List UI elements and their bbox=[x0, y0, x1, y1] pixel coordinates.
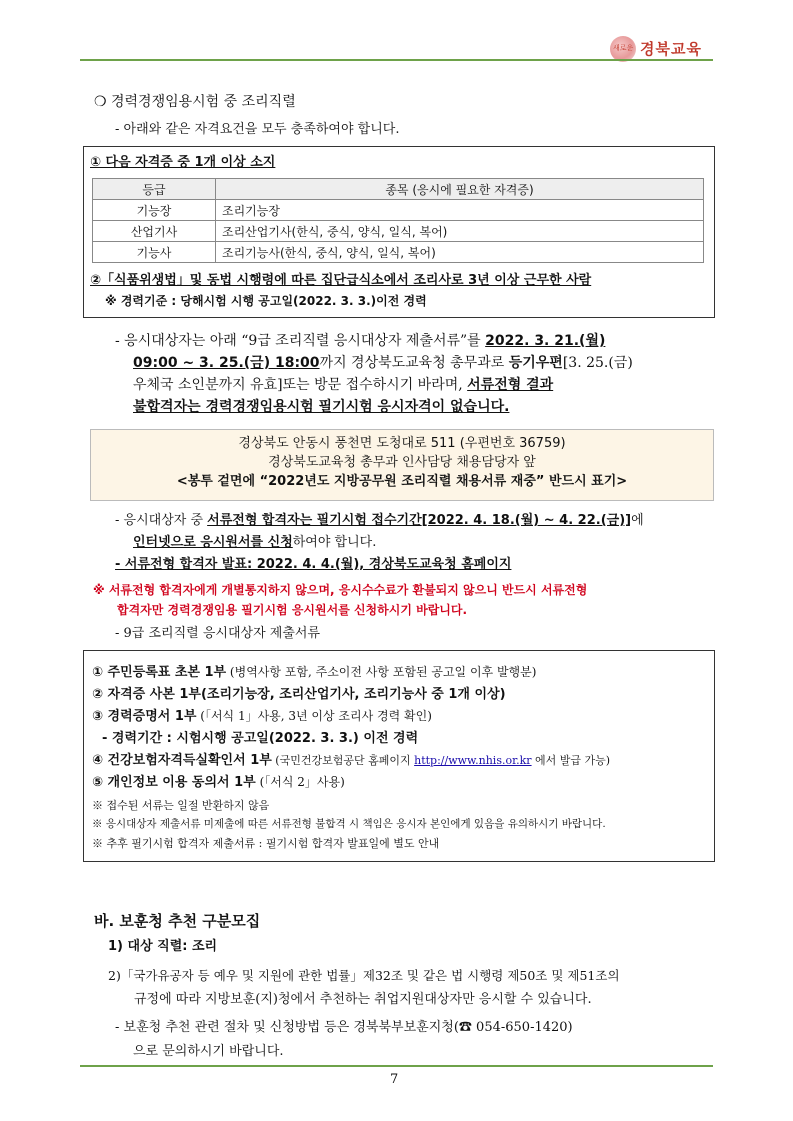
table-cell-item: 조리기능장 bbox=[216, 200, 704, 221]
career-period: - 경력기간 : 시험시행 공고일(2022. 3. 3.) 이전 경력 bbox=[102, 731, 419, 746]
submission-line-1: - 응시대상자는 아래 “9급 조리직렬 응시대상자 제출서류”를 2022. 3. 21.(월) bbox=[115, 333, 606, 349]
table-cell-item: 조리기능사(한식, 중식, 양식, 일식, 복어) bbox=[216, 242, 704, 263]
footer-divider bbox=[80, 1065, 713, 1067]
header-logo bbox=[610, 36, 720, 58]
submission-paragraph bbox=[115, 330, 715, 418]
documents-list bbox=[92, 662, 707, 853]
page-number: 7 bbox=[390, 1072, 399, 1087]
warning-line-1: ※ 서류전형 합격자에게 개별통지하지 않으며, 응시수수료가 환불되지 않으니 반드시 서류전형 bbox=[93, 583, 588, 597]
documents-title: - 9급 조리직렬 응시대상자 제출서류 bbox=[115, 626, 321, 641]
note-1: ※ 접수된 서류는 일절 반환하지 않음 bbox=[92, 799, 270, 812]
table-cell-grade: 기능장 bbox=[93, 200, 216, 221]
document-4: ④ 건강보험자격득실확인서 1부 (국민건강보험공단 홈페이지 http://www.nhis.or.kr 에서 발급 가능) bbox=[92, 753, 611, 768]
table-cell-item: 조리산업기사(한식, 중식, 양식, 일식, 복어) bbox=[216, 221, 704, 242]
table-cell-grade: 산업기사 bbox=[93, 221, 216, 242]
document-3: ③ 경력증명서 1부 (「서식 1」사용, 3년 이상 조리사 경력 확인) bbox=[92, 709, 432, 724]
section-title: ❍ 경력경쟁임용시험 중 조리직렬 bbox=[94, 94, 296, 110]
table-header-row bbox=[93, 179, 704, 200]
table-row bbox=[93, 242, 704, 263]
mailing-address-box bbox=[90, 429, 714, 501]
section-2-title: 바. 보훈청 추천 구분모집 bbox=[94, 912, 261, 930]
logo-small-text: 새로운 bbox=[613, 44, 634, 52]
document-5: ⑤ 개인정보 이용 동의서 1부 (「서식 2」사용) bbox=[92, 775, 345, 790]
table-header-item: 종목 (응시에 필요한 자격증) bbox=[216, 179, 704, 200]
registered-mail: 등기우편 bbox=[508, 355, 563, 371]
note-3: ※ 추후 필기시험 합격자 제출서류 : 필기시험 합격자 발표일에 별도 안내 bbox=[92, 837, 440, 850]
document-1: ① 주민등록표 초본 1부 (병역사항 포함, 주소이전 사항 포함된 공고일 이후 발행분) bbox=[92, 665, 537, 680]
section-2-item-2: 2)「국가유공자 등 예우 및 지원에 관한 법률」제32조 및 같은 법 시행령 제50조 및 제51조의 규정에 따라 지방보훈(지)청에서 추천하는 취업지원대상자만 응시할 수 있습니다. bbox=[108, 968, 620, 1007]
envelope-note: <봉투 겉면에 “2022년도 지방공무원 조리직렬 채용서류 재중” 반드시 표기> bbox=[176, 474, 628, 489]
section-2-item-3: - 보훈청 추천 관련 절차 및 신청방법 등은 경북북부보훈지청(☎ 054-650-1420) 으로 문의하시기 바랍니다. bbox=[115, 1020, 573, 1059]
table-row bbox=[93, 200, 704, 221]
section-2-item-1: 1) 대상 직렬: 조리 bbox=[108, 939, 218, 954]
note-2: ※ 응시대상자 제출서류 미제출에 따른 서류전형 불합격 시 책임은 응시자 본인에게 있음을 유의하시기 바랍니다. bbox=[92, 818, 606, 830]
table-header-grade: 등급 bbox=[93, 179, 216, 200]
certificate-table bbox=[92, 178, 704, 263]
requirement-2-title: ②「식품위생법」및 동법 시행령에 따른 집단급식소에서 조리사로 3년 이상 근무한 사람 bbox=[90, 273, 592, 288]
online-line-2: 인터넷으로 응시원서를 신청하여야 합니다. bbox=[133, 535, 377, 550]
requirement-2-note: ※ 경력기준 : 당해시험 시행 공고일(2022. 3. 3.)이전 경력 bbox=[105, 294, 427, 308]
header-divider bbox=[80, 59, 713, 61]
nhis-link[interactable]: http://www.nhis.or.kr bbox=[414, 754, 532, 767]
deadline-start: 2022. 3. 21.(월) bbox=[485, 333, 606, 349]
document-2: ② 자격증 사본 1부(조리기능장, 조리산업기사, 조리기능사 중 1개 이상) bbox=[92, 687, 506, 702]
intro-text: - 아래와 같은 자격요건을 모두 충족하여야 합니다. bbox=[115, 122, 400, 137]
submission-line-3: 우체국 소인분까지 유효]또는 방문 접수하시기 바라며, 서류전형 결과 bbox=[133, 377, 554, 393]
submission-line-2: 09:00 ~ 3. 25.(금) 18:00까지 경상북도교육청 총무과로 등기우편[3. 25.(금) bbox=[133, 355, 633, 371]
online-line-1: - 응시대상자 중 서류전형 합격자는 필기시험 접수기간[2022. 4. 18.(월) ~ 4. 22.(금)]에 bbox=[115, 513, 644, 528]
online-application bbox=[115, 510, 720, 576]
result-announcement: - 서류전형 합격자 발표: 2022. 4. 4.(월), 경상북도교육청 홈페이지 bbox=[115, 557, 512, 572]
warning-line-2: 합격자만 경력경쟁임용 필기시험 응시원서를 신청하시기 바랍니다. bbox=[117, 603, 468, 617]
logo-name: 경북교육 bbox=[640, 40, 702, 58]
table-cell-grade: 기능사 bbox=[93, 242, 216, 263]
address-line-1: 경상북도 안동시 풍천면 도청대로 511 (우편번호 36759) bbox=[238, 436, 566, 451]
submission-line-4: 불합격자는 경력경쟁임용시험 필기시험 응시자격이 없습니다. bbox=[133, 399, 510, 415]
requirement-1-title: ① 다음 자격증 중 1개 이상 소지 bbox=[90, 155, 276, 170]
table-row bbox=[93, 221, 704, 242]
deadline-range: 09:00 ~ 3. 25.(금) 18:00 bbox=[133, 355, 320, 371]
address-line-2: 경상북도교육청 총무과 인사담당 채용담당자 앞 bbox=[268, 455, 536, 470]
